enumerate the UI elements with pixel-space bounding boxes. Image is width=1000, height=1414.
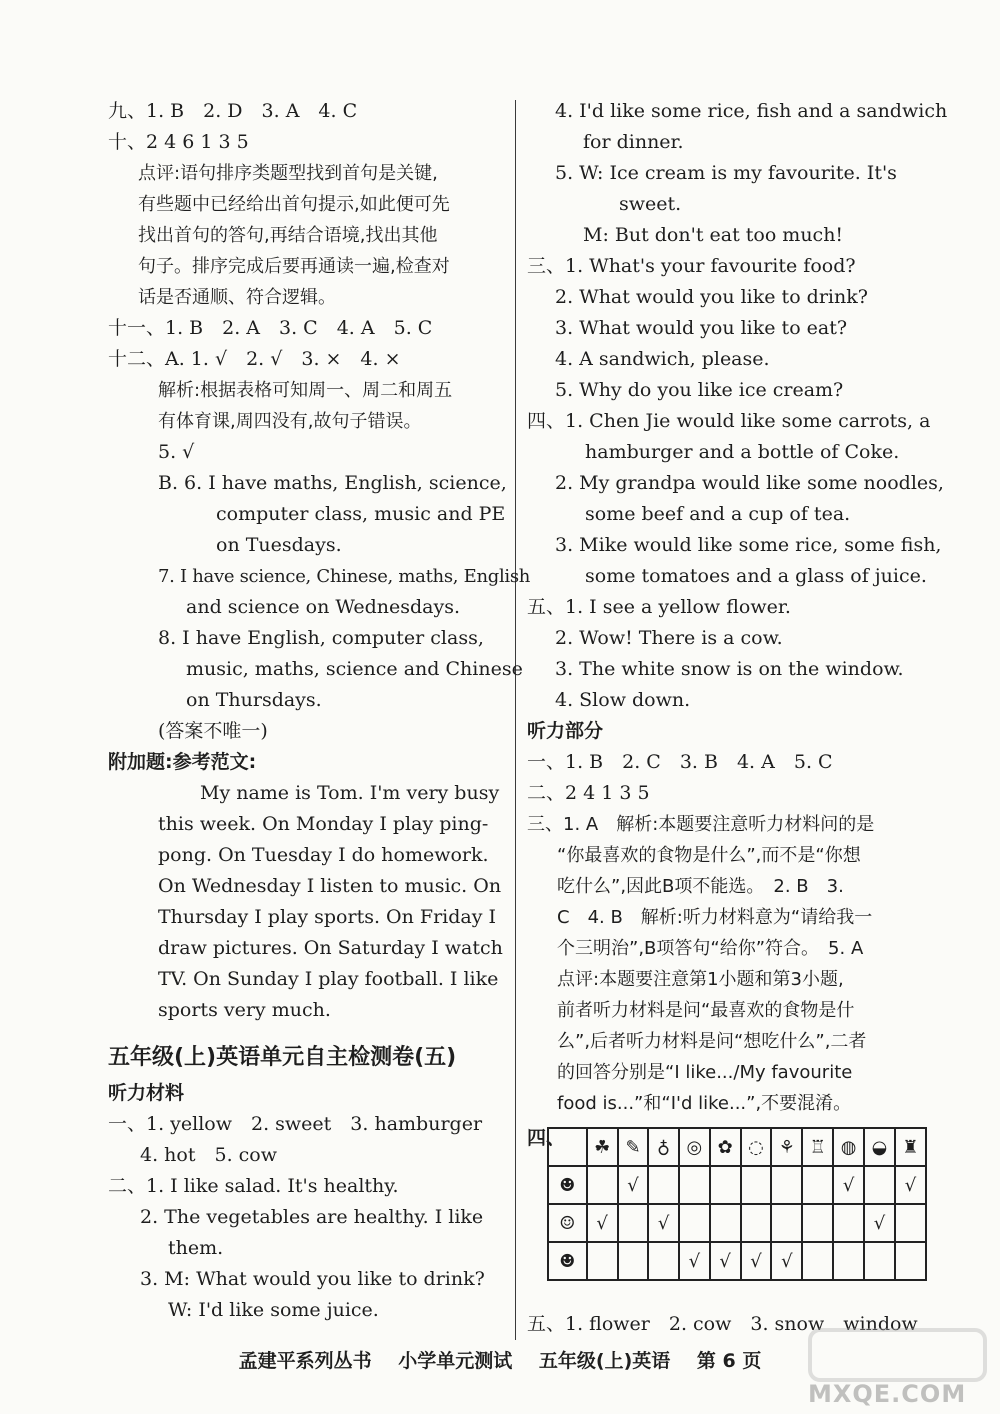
table-row — [548, 1242, 926, 1280]
listening-s4: 2. My grandpa would like some noodles, — [555, 472, 944, 494]
answer-p3-comment: 点评:本题要注意第1小题和第3小题, — [557, 969, 844, 990]
check-cell — [802, 1204, 833, 1242]
column-divider — [515, 100, 516, 1340]
food-icon: ♁ — [648, 1128, 679, 1166]
answer-p3: 个三明治”,B项答句“给你”符合。 5. A — [557, 938, 864, 959]
listening-l2: 二、1. I like salad. It's healthy. — [108, 1175, 399, 1197]
answer-p3: 吃什么”,因此B项不能选。 2. B 3. — [557, 876, 844, 897]
check-cell — [833, 1204, 864, 1242]
answer-p3-comment: 前者听力材料是问“最喜欢的食物是什 — [557, 1000, 855, 1021]
table-corner-cell — [548, 1128, 587, 1166]
check-cell — [587, 1242, 618, 1280]
answer-note: (答案不唯一) — [158, 720, 268, 742]
answer-q12-6: B. 6. I have maths, English, science, — [158, 472, 507, 494]
food-icon: ◍ — [833, 1128, 864, 1166]
essay-line: TV. On Sunday I play football. I like — [158, 968, 499, 990]
food-icon: ✿ — [710, 1128, 741, 1166]
essay-line: sports very much. — [158, 999, 331, 1021]
check-cell — [771, 1204, 802, 1242]
listening-l2: W: I'd like some juice. — [168, 1299, 379, 1321]
answer-p1: 一、1. B 2. C 3. B 4. A 5. C — [527, 751, 833, 773]
listening-s4: some beef and a cup of tea. — [585, 503, 851, 525]
check-cell — [741, 1204, 772, 1242]
check-cell: √ — [710, 1242, 741, 1280]
check-cell: √ — [679, 1242, 710, 1280]
essay-line: Thursday I play sports. On Friday I — [158, 906, 496, 928]
food-icon: ◌ — [741, 1128, 772, 1166]
listening-l1: 一、1. yellow 2. sweet 3. hamburger — [108, 1113, 483, 1135]
check-cell — [710, 1204, 741, 1242]
footer-page: 第 6 页 — [696, 1350, 762, 1372]
listening-l2-5: M: But don't eat too much! — [583, 224, 844, 246]
watermark-frame — [810, 1330, 985, 1380]
check-cell — [864, 1166, 895, 1204]
check-cell — [587, 1166, 618, 1204]
listening-s5: 4. Slow down. — [555, 689, 691, 711]
person-icon: ☺ — [548, 1204, 587, 1242]
check-cell — [618, 1242, 649, 1280]
q10-comment: 话是否通顺、符合逻辑。 — [138, 287, 336, 308]
table-row — [548, 1204, 926, 1242]
check-cell — [864, 1242, 895, 1280]
check-cell — [895, 1242, 926, 1280]
check-cell — [679, 1166, 710, 1204]
answer-p3: 三、1. A 解析:本题要注意听力材料问的是 — [527, 814, 875, 835]
listening-s4: 四、1. Chen Jie would like some carrots, a — [527, 410, 931, 432]
check-cell — [679, 1204, 710, 1242]
check-cell: √ — [648, 1204, 679, 1242]
answer-q9: 九、1. B 2. D 3. A 4. C — [108, 100, 358, 122]
extra-question-title: 附加题:参考范文: — [108, 751, 257, 773]
answer-p3-comment: 的回答分别是“I like.../My favourite — [557, 1062, 853, 1083]
check-cell — [802, 1242, 833, 1280]
check-cell: √ — [618, 1166, 649, 1204]
check-cell — [802, 1166, 833, 1204]
food-icon: ◎ — [679, 1128, 710, 1166]
footer-book: 小学单元测试 — [398, 1350, 513, 1372]
check-cell — [771, 1166, 802, 1204]
answer-p3-comment: 么”,后者听力材料是问“想吃什么”,二者 — [557, 1031, 867, 1052]
q10-comment: 找出首句的答句,再结合语境,找出其他 — [138, 225, 438, 246]
watermark-text: MXQE.COM — [808, 1380, 967, 1408]
q10-comment: 点评:语句排序类题型找到首句是关键, — [138, 163, 438, 184]
listening-s3: 5. Why do you like ice cream? — [555, 379, 844, 401]
q10-comment: 有些题中已经给出首句提示,如此便可先 — [138, 194, 450, 215]
check-cell: √ — [587, 1204, 618, 1242]
q10-comment: 句子。排序完成后要再通读一遍,检查对 — [138, 256, 450, 277]
footer-series: 孟建平系列丛书 — [238, 1350, 372, 1372]
answer-q12-7: and science on Wednesdays. — [186, 596, 460, 618]
food-icon: ☘ — [587, 1128, 618, 1166]
food-check-table — [547, 1127, 927, 1281]
check-cell: √ — [864, 1204, 895, 1242]
answer-p3: “你最喜欢的食物是什么”,而不是“你想 — [557, 845, 861, 866]
section-title: 五年级(上)英语单元自主检测卷(五) — [108, 1045, 457, 1070]
answer-p4-table-area — [527, 1123, 927, 1309]
essay-line: draw pictures. On Saturday I watch — [158, 937, 503, 959]
listening-s3: 2. What would you like to drink? — [555, 286, 868, 308]
right-column — [527, 96, 948, 1340]
check-cell: √ — [833, 1166, 864, 1204]
listening-l1: 4. hot 5. cow — [140, 1144, 277, 1166]
check-cell — [618, 1204, 649, 1242]
essay-line: On Wednesday I listen to music. On — [158, 875, 502, 897]
listening-s5: 3. The white snow is on the window. — [555, 658, 904, 680]
listening-l2-4: for dinner. — [583, 131, 684, 153]
check-cell — [833, 1242, 864, 1280]
answer-q10: 十、2 4 6 1 3 5 — [108, 131, 249, 153]
listening-s3: 三、1. What's your favourite food? — [527, 255, 856, 277]
answer-p2: 二、2 4 1 3 5 — [527, 782, 650, 804]
food-icon: ♜ — [895, 1128, 926, 1166]
food-icon: ♖ — [802, 1128, 833, 1166]
listening-s4: some tomatoes and a glass of juice. — [585, 565, 927, 587]
listening-l2-4: 4. I'd like some rice, fish and a sandwich — [555, 100, 948, 122]
person-icon: ☻ — [548, 1242, 587, 1280]
listening-part-title: 听力部分 — [527, 720, 604, 742]
answer-q12-8: music, maths, science and Chinese — [186, 658, 523, 680]
listening-s5: 2. Wow! There is a cow. — [555, 627, 783, 649]
answer-q12-6: on Tuesdays. — [216, 534, 342, 556]
listening-material-title: 听力材料 — [108, 1082, 185, 1104]
answer-p5: 五、1. flower 2. cow 3. snow window — [527, 1313, 918, 1335]
answer-q11: 十一、1. B 2. A 3. C 4. A 5. C — [108, 317, 433, 339]
answer-q12-6: computer class, music and PE — [216, 503, 506, 525]
check-cell: √ — [895, 1166, 926, 1204]
footer-grade: 五年级(上)英语 — [538, 1350, 671, 1372]
food-icon: ✎ — [618, 1128, 649, 1166]
essay-line: pong. On Tuesday I do homework. — [158, 844, 489, 866]
listening-l2-5: sweet. — [619, 193, 682, 215]
table-row — [548, 1166, 926, 1204]
answer-q12-8: on Thursdays. — [186, 689, 322, 711]
q12-analysis: 有体育课,周四没有,故句子错误。 — [158, 411, 422, 432]
check-cell — [895, 1204, 926, 1242]
listening-s4: hamburger and a bottle of Coke. — [585, 441, 900, 463]
answer-q12-8: 8. I have English, computer class, — [158, 627, 484, 649]
listening-s3: 4. A sandwich, please. — [555, 348, 770, 370]
listening-s3: 3. What would you like to eat? — [555, 317, 848, 339]
answer-q12-5: 5. √ — [158, 441, 195, 463]
answer-p4-label: 四、 — [527, 1127, 566, 1149]
listening-l2: them. — [168, 1237, 224, 1259]
essay-line: this week. On Monday I play ping- — [158, 813, 489, 835]
answer-q12-7: 7. I have science, Chinese, maths, English — [158, 566, 531, 587]
listening-s4: 3. Mike would like some rice, some fish, — [555, 534, 942, 556]
answer-q12a: 十二、A. 1. √ 2. √ 3. × 4. × — [108, 348, 401, 370]
q12-analysis: 解析:根据表格可知周一、周二和周五 — [158, 380, 453, 401]
listening-l2-5: 5. W: Ice cream is my favourite. It's — [555, 162, 897, 184]
check-cell — [741, 1166, 772, 1204]
person-icon: ☻ — [548, 1166, 587, 1204]
answer-p3-comment: food is...”和“I'd like...”,不要混淆。 — [557, 1093, 852, 1114]
check-cell — [710, 1166, 741, 1204]
check-cell: √ — [741, 1242, 772, 1280]
check-cell: √ — [771, 1242, 802, 1280]
check-cell — [648, 1166, 679, 1204]
food-icon: ⚘ — [771, 1128, 802, 1166]
listening-s5: 五、1. I see a yellow flower. — [527, 596, 791, 618]
left-column — [108, 96, 531, 1326]
listening-l2: 3. M: What would you like to drink? — [140, 1268, 485, 1290]
check-cell — [648, 1242, 679, 1280]
answer-p3: C 4. B 解析:听力材料意为“请给我一 — [557, 907, 873, 928]
listening-l2: 2. The vegetables are healthy. I like — [140, 1206, 484, 1228]
essay-line: My name is Tom. I'm very busy — [200, 782, 500, 804]
food-icon: ◒ — [864, 1128, 895, 1166]
